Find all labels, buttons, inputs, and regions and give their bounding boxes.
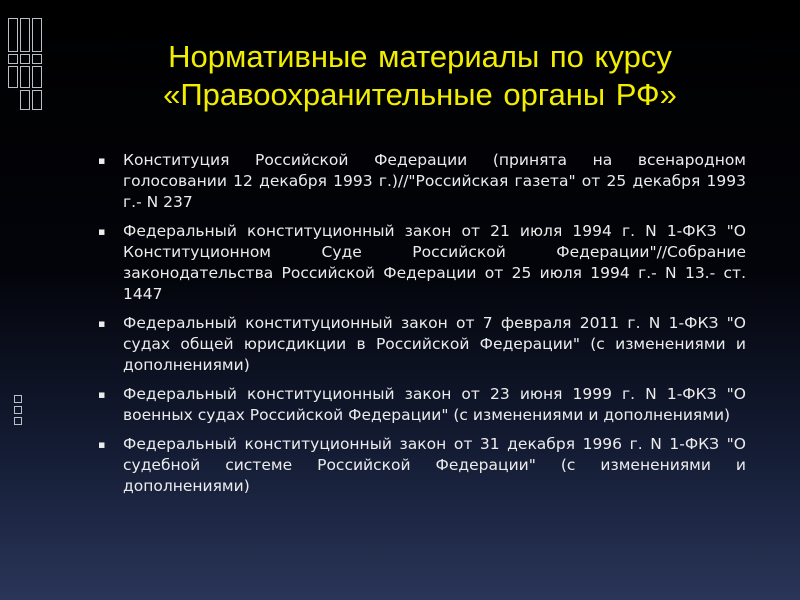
list-item-text: Федеральный конституционный закон от 21 июля 1994 г. N 1-ФКЗ "О Конституционном Суде Российской Федерации"//Собрание законодательства Российской Федерации от 25 июля 1994 г.- N 13.- ст. 1447	[123, 222, 746, 303]
list-item-text: Федеральный конституционный закон от 7 февраля 2011 г. N 1-ФКЗ "О судах общей юрисдикции в Российской Федерации" (с изменениями и дополнениями)	[123, 314, 746, 374]
list-item-text: Федеральный конституционный закон от 23 июня 1999 г. N 1-ФКЗ "О военных судах Российской Федерации" (с изменениями и дополнениями)	[123, 385, 746, 424]
list-item-text: Конституция Российской Федерации (принята на всенародном голосовании 12 декабря 1993 г.)//"Российская газета" от 25 декабря 1993 г.- N 237	[123, 151, 746, 211]
bullet-icon: ▪	[98, 317, 106, 330]
list-item	[96, 313, 746, 376]
bullet-icon: ▪	[98, 154, 106, 167]
bullet-icon: ▪	[98, 225, 106, 238]
list-item-text: Федеральный конституционный закон от 31 декабря 1996 г. N 1-ФКЗ "О судебной системе Российской Федерации" (с изменениями и дополнениями)	[123, 435, 746, 495]
decorative-squares-bottom	[8, 395, 44, 435]
bullet-icon: ▪	[98, 438, 106, 451]
bullet-list	[96, 150, 746, 505]
decorative-squares-top	[8, 18, 44, 118]
list-item	[96, 221, 746, 305]
list-item	[96, 150, 746, 213]
slide-title: Нормативные материалы по курсу «Правоохранительные органы РФ»	[163, 39, 677, 112]
bullet-icon: ▪	[98, 388, 106, 401]
list-item	[96, 434, 746, 497]
list-item	[96, 384, 746, 426]
